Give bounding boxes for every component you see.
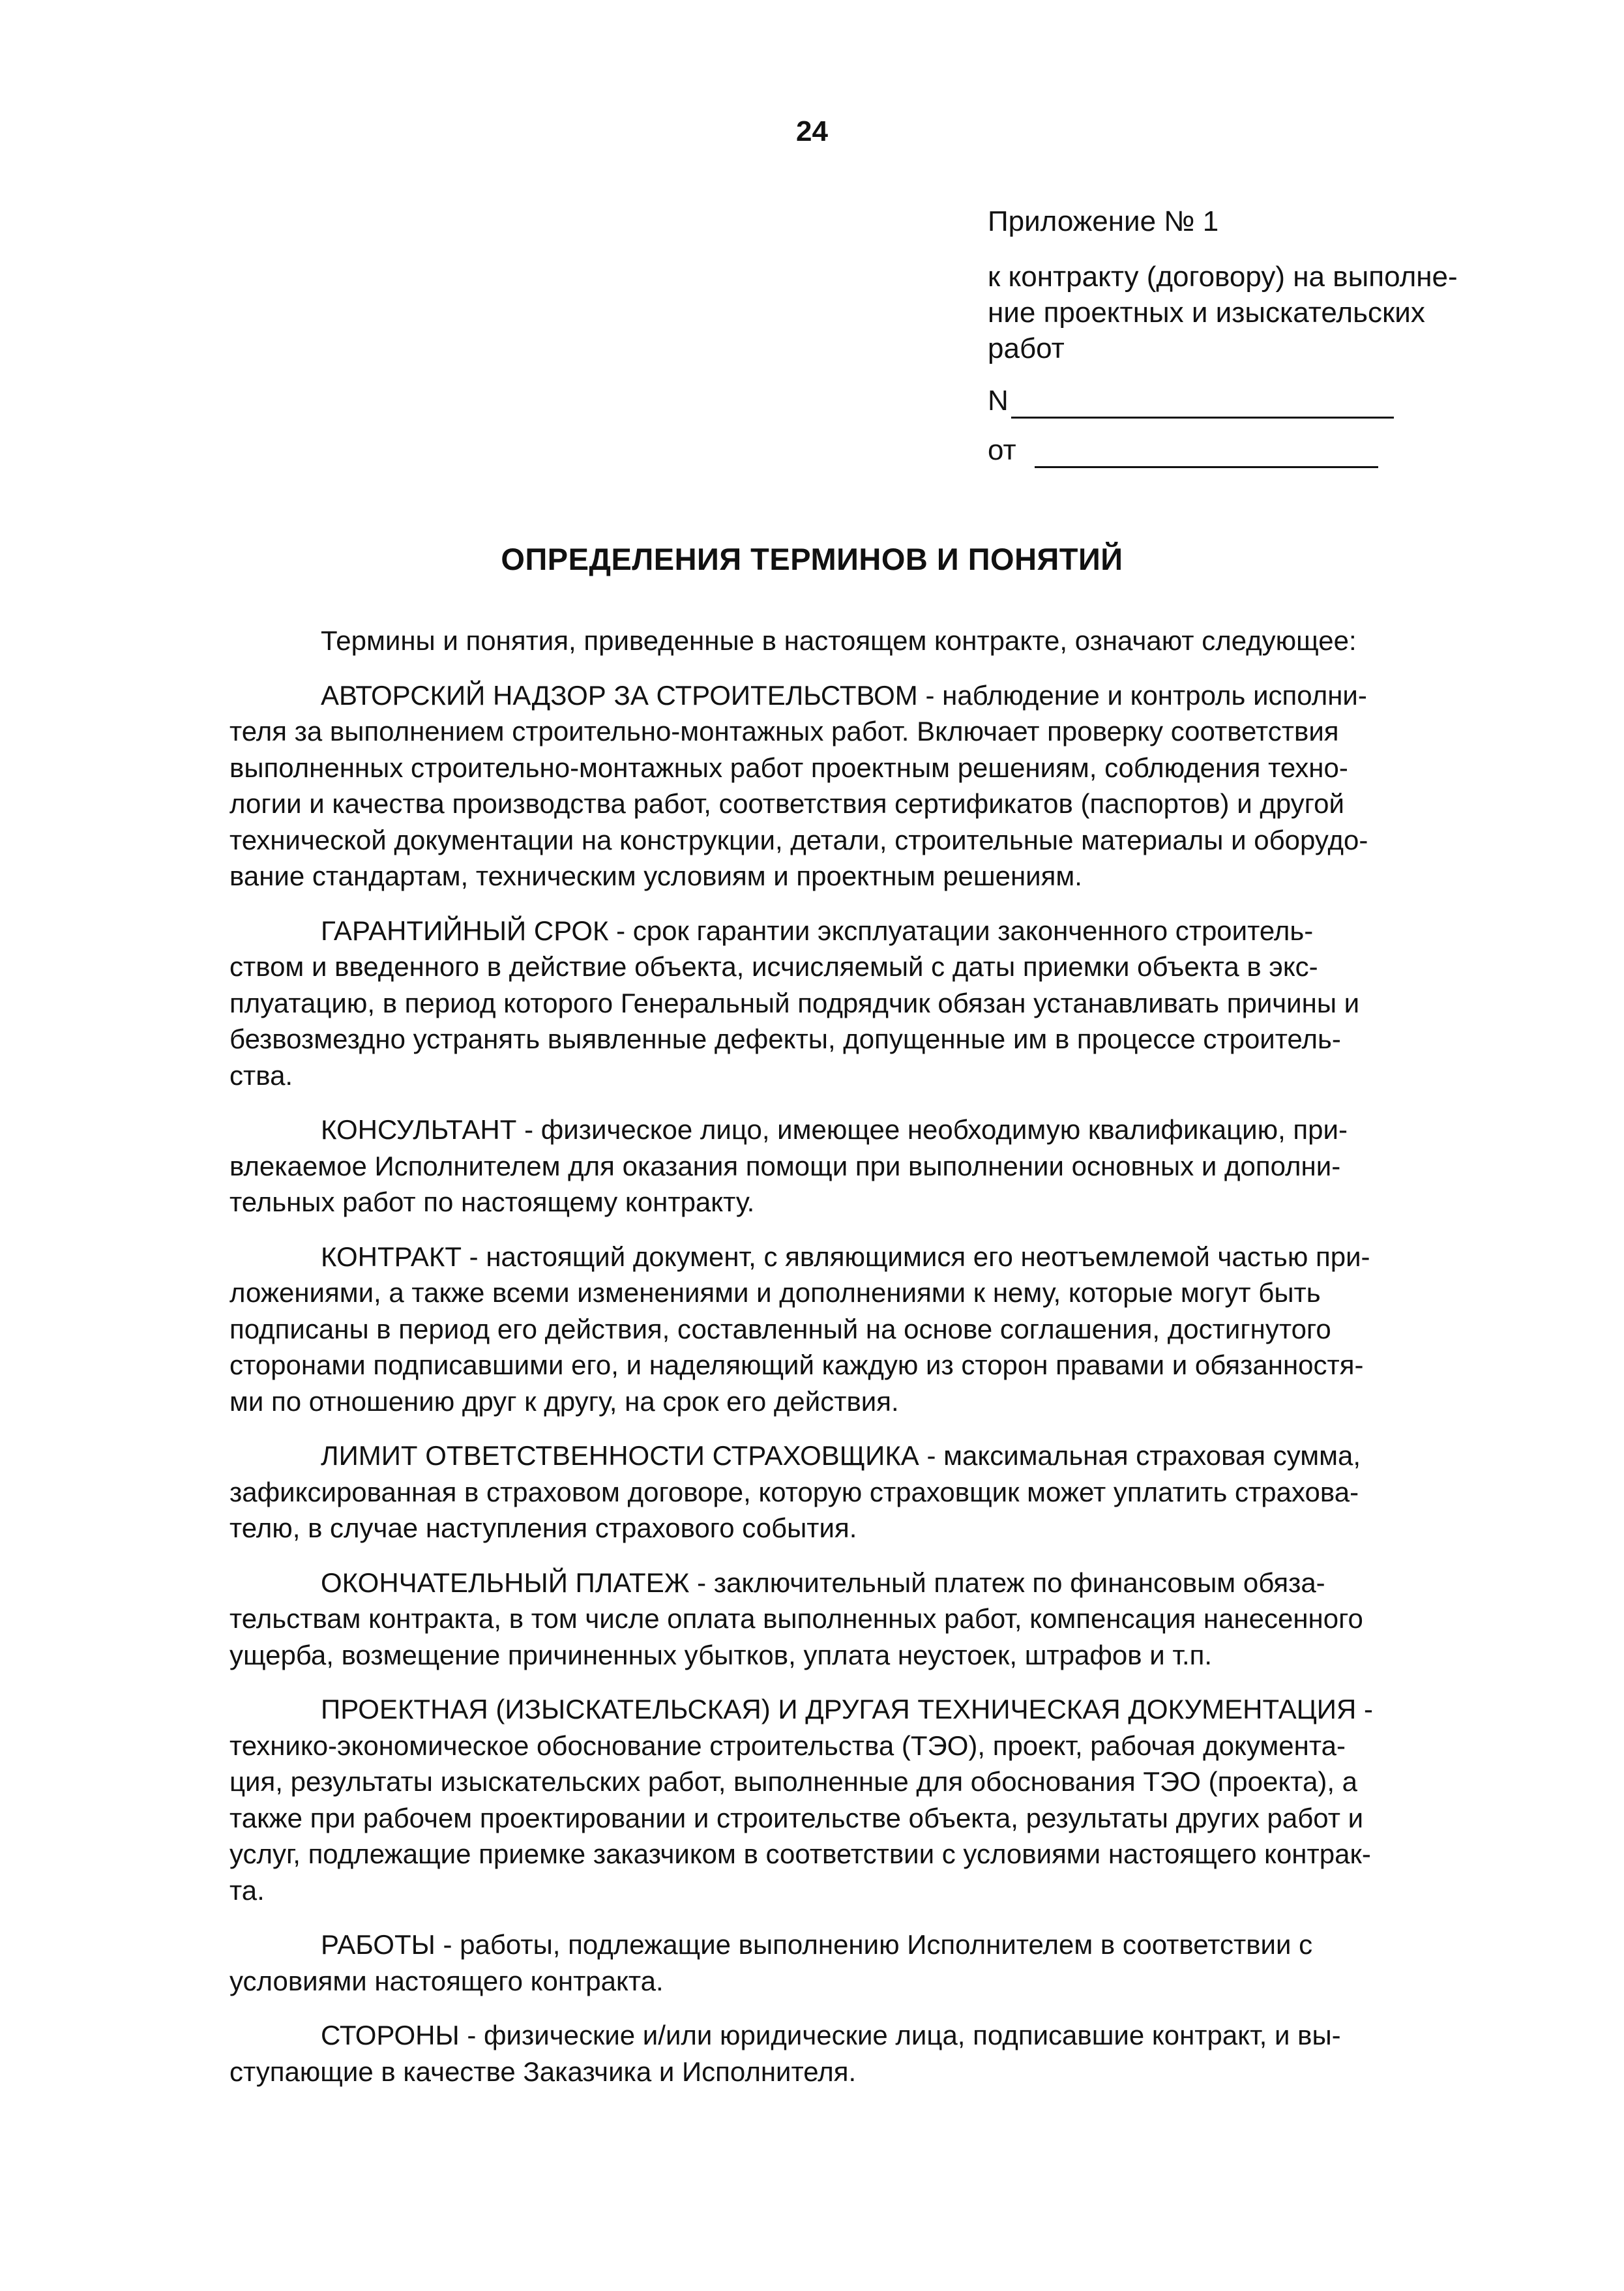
definition-text-line: безвозмездно устранять выявленные дефекты, допущенные им в процессе строитель- [229,1024,1341,1054]
contract-date-line [988,430,1509,468]
definition-paragraph [229,1112,1481,1220]
definitions-body [229,623,1481,2108]
contract-number-blank [1011,391,1394,419]
intro-paragraph [229,623,1481,659]
definition-paragraph [229,1927,1481,1999]
definition-paragraph [229,1565,1481,1674]
definition-text-line: ступающие в качестве Заказчика и Исполнителя. [229,2056,857,2087]
definition-text-line: выполненных строительно-монтажных работ проектным решениям, соблюдения техно- [229,752,1348,783]
definition-text-line: подписаны в период его действия, составленный на основе соглашения, достигнутого [229,1313,1331,1344]
definition-text-line: влекаемое Исполнителем для оказания помощи при выполнении основных и дополни- [229,1150,1341,1181]
definition-text-line: ми по отношению друг к другу, на срок его действия. [229,1385,899,1417]
definitions-list [229,677,1481,2090]
definition-text-line: технико-экономическое обоснование строительства (ТЭО), проект, рабочая документа- [229,1730,1346,1761]
appendix-description [988,259,1509,366]
definition-term-line: РАБОТЫ - работы, подлежащие выполнению Исполнителем в соответствии с [321,1929,1313,1960]
definition-paragraph [229,2017,1481,2090]
definition-text-line: технической документации на конструкции, детали, строительные материалы и оборудо- [229,824,1368,855]
appendix-description-line: ние проектных и изыскательских [988,297,1425,329]
appendix-block [988,203,1509,480]
definition-text-line: сторонами подписавшими его, и наделяющий каждую из сторон правами и обязанностя- [229,1350,1364,1380]
definition-text-line: также при рабочем проектировании и строительстве объекта, результаты других работ и [229,1802,1364,1833]
definition-paragraph [229,1691,1481,1908]
definition-text-line: зафиксированная в страховом договоре, которую страховщик может уплатить страхова- [229,1476,1359,1507]
definition-paragraph [229,1239,1481,1420]
definition-paragraph [229,677,1481,894]
definition-text-line: тельных работ по настоящему контракту. [229,1187,755,1217]
definition-term-line: АВТОРСКИЙ НАДЗОР ЗА СТРОИТЕЛЬСТВОМ - наблюдение и контроль исполни- [321,679,1367,711]
definition-text-line: вание стандартам, техническим условиям и проектным решениям. [229,861,1082,891]
definition-term-line: ГАРАНТИЙНЫЙ СРОК - срок гарантии эксплуатации законченного строитель- [321,915,1314,946]
definition-text-line: телю, в случае наступления страхового события. [229,1513,857,1543]
definition-text-line: ложениями, а также всеми изменениями и дополнениями к нему, которые могут быть [229,1277,1321,1308]
definition-term-line: ЛИМИТ ОТВЕТСТВЕННОСТИ СТРАХОВЩИКА - максимальная страховая сумма, [321,1440,1361,1471]
definition-text-line: тельствам контракта, в том числе оплата выполненных работ, компенсация нанесенного [229,1603,1363,1634]
definition-text-line: услуг, подлежащие приемке заказчиком в соответствии с условиями настоящего контрак- [229,1839,1371,1869]
definition-text-line: та. [229,1874,265,1906]
definition-text-line: ством и введенного в действие объекта, исчисляемый с даты приемки объекта в экс- [229,951,1318,982]
definition-term-line: ПРОЕКТНАЯ (ИЗЫСКАТЕЛЬСКАЯ) И ДРУГАЯ ТЕХНИЧЕСКАЯ ДОКУМЕНТАЦИЯ - [321,1694,1373,1724]
definition-text-line: логии и качества производства работ, соответствия сертификатов (паспортов) и другой [229,788,1344,819]
intro-text: Термины и понятия, приведенные в настоящем контракте, означают следующее: [321,625,1357,656]
contract-number-line [988,381,1509,419]
contract-date-blank [1035,440,1378,468]
contract-number-label: N [988,385,1009,417]
definition-paragraph [229,913,1481,1094]
definition-text-line: плуатацию, в период которого Генеральный подрядчик обязан устанавливать причины и [229,987,1360,1018]
appendix-description-line: к контракту (договору) на выполне- [988,261,1458,293]
definition-term-line: ОКОНЧАТЕЛЬНЫЙ ПЛАТЕЖ - заключительный платеж по финансовым обяза- [321,1567,1325,1598]
appendix-description-line: работ [988,333,1065,364]
definition-paragraph [229,1438,1481,1546]
document-title: ОПРЕДЕЛЕНИЯ ТЕРМИНОВ И ПОНЯТИЙ [501,542,1123,576]
definition-text-line: ция, результаты изыскательских работ, выполненные для обоснования ТЭО (проекта), а [229,1766,1358,1797]
definition-term-line: КОНСУЛЬТАНТ - физическое лицо, имеющее необходимую квалификацию, при- [321,1114,1348,1145]
appendix-title: Приложение № 1 [988,205,1219,237]
definition-term-line: КОНТРАКТ - настоящий документ, с являющимися его неотъемлемой частью при- [321,1241,1370,1272]
definition-text-line: теля за выполнением строительно-монтажных работ. Включает проверку соответствия [229,716,1339,746]
page-number: 24 [796,115,828,147]
definition-text-line: ства. [229,1059,293,1091]
definition-text-line: условиями настоящего контракта. [229,1965,664,1996]
definition-text-line: ущерба, возмещение причиненных убытков, уплата неустоек, штрафов и т.п. [229,1639,1213,1670]
definition-term-line: СТОРОНЫ - физические и/или юридические лица, подписавшие контракт, и вы- [321,2020,1341,2050]
contract-date-label: от [988,434,1016,466]
